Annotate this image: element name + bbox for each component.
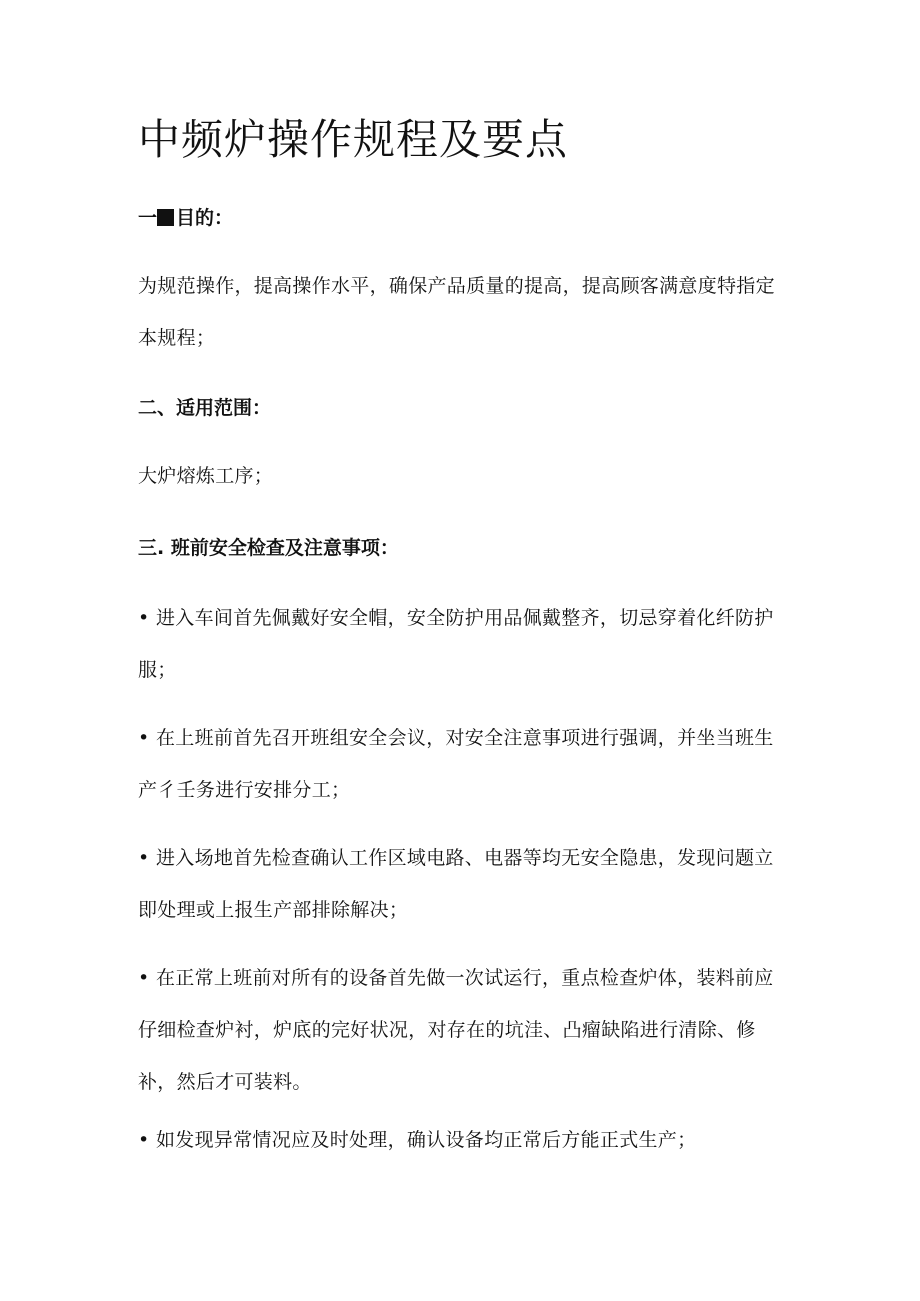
bullet-icon: • xyxy=(138,727,150,749)
list-item-text: 如发现异常情况应及时处理，确认设备均正常后方能正式生产； xyxy=(156,1129,697,1151)
square-mark-icon xyxy=(157,209,174,226)
list-item xyxy=(138,952,788,1108)
bullet-icon: • xyxy=(138,847,150,869)
section-1-label: 目的： xyxy=(176,207,234,229)
bullet-icon: • xyxy=(138,607,150,629)
bullet-icon: • xyxy=(138,1129,150,1151)
section-3-heading: 三. 班前安全检查及注意事项： xyxy=(138,537,399,559)
list-item-text: 进入场地首先检查确认工作区域电路、电器等均无安全隐患，发现问题立即处理或上报生产部排除解决； xyxy=(138,847,774,921)
bullet-icon: • xyxy=(138,967,150,989)
section-1-text: 为规范操作，提高操作水平，确保产品质量的提高，提高顾客满意度特指定本规程； xyxy=(138,275,775,349)
list-item-text: 在正常上班前对所有的设备首先做一次试运行，重点检查炉体，装料前应仔细检查炉衬，炉底的完好状况，对存在的坑洼、凸瘤缺陷进行清除、修补，然后才可装料。 xyxy=(138,967,774,1093)
list-item xyxy=(138,1114,788,1166)
page-title: 中频炉操作规程及要点 xyxy=(138,115,569,164)
section-1-heading xyxy=(138,204,233,232)
list-item-text: 在上班前首先召开班组安全会议，对安全注意事项进行强调，并坐当班生产彳壬务进行安排分工； xyxy=(138,727,774,801)
list-item-text: 进入车间首先佩戴好安全帽，安全防护用品佩戴整齐，切忌穿着化纤防护服； xyxy=(138,607,774,681)
list-item xyxy=(138,832,788,936)
section-2-heading: 二、适用范围： xyxy=(138,397,272,419)
list-item xyxy=(138,712,788,816)
list-item xyxy=(138,592,788,696)
section-1-number: 一 xyxy=(138,207,158,229)
section-2-text: 大炉熔炼工序； xyxy=(138,465,274,487)
